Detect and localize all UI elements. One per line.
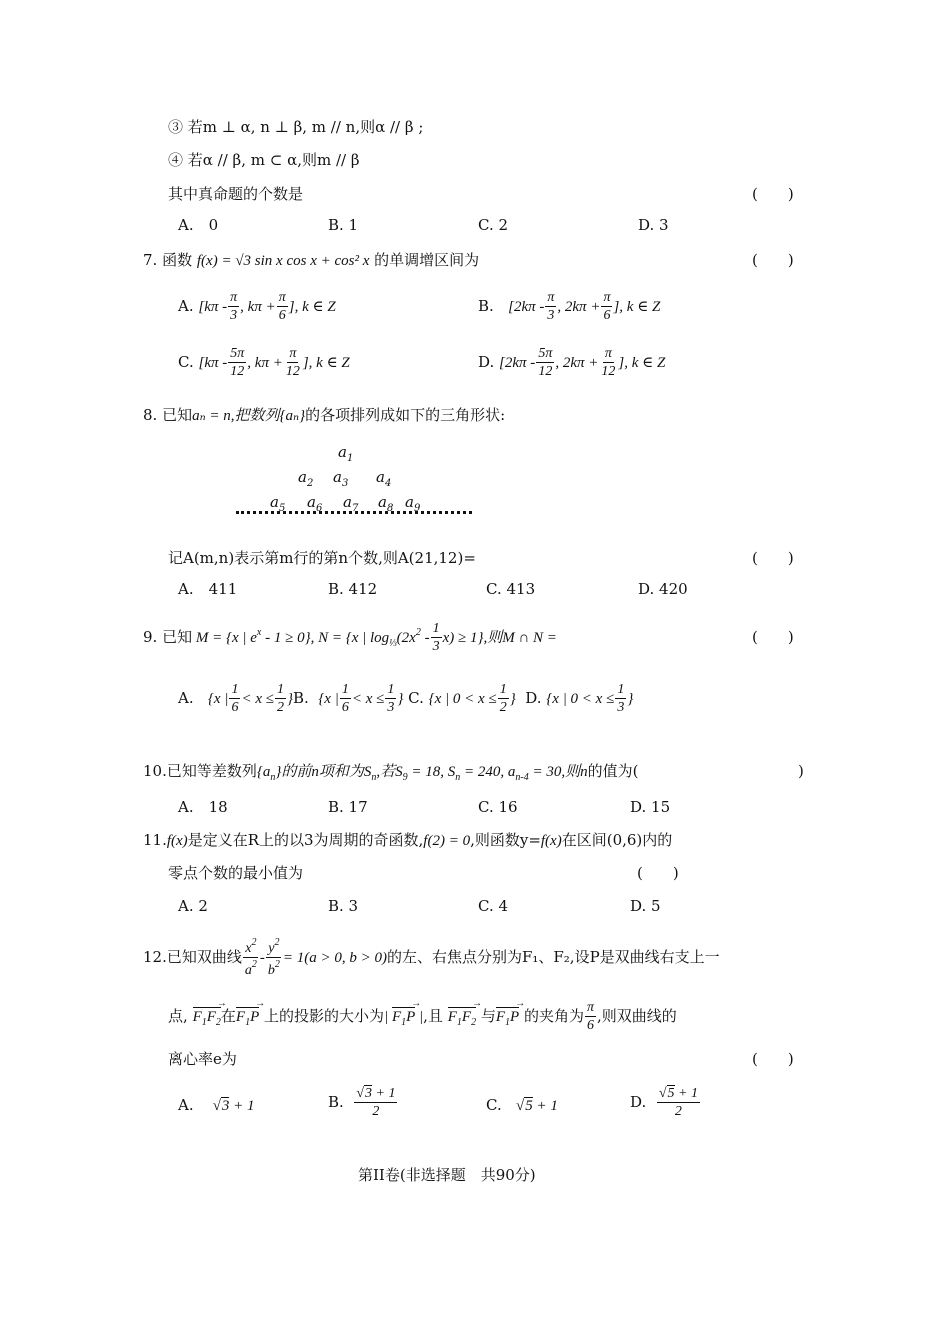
q10-option-c: C. 16: [478, 798, 518, 816]
triangle-a6: $a_6$: [307, 493, 323, 514]
q12-option-c: C. √5 + 1: [486, 1096, 558, 1114]
triangle-a2: $a_2$: [298, 468, 314, 489]
continuation-dots: [236, 511, 472, 514]
q8-stem: 8. 已知aₙ = n,把数列{aₙ}的各项排列成如下的三角形状:: [143, 406, 506, 424]
q11-line-2: 零点个数的最小值为: [168, 864, 304, 882]
answer-paren: ( ): [752, 1050, 794, 1068]
answer-paren: ( ): [752, 549, 794, 567]
answer-paren: ( ): [752, 251, 794, 269]
q11-option-c: C. 4: [478, 897, 509, 915]
q7-stem: 7. 函数 f(x) = √3 sin x cos x + cos² x 的单调增区间为: [143, 251, 480, 269]
q6-option-d: D. 3: [638, 216, 669, 234]
q10-option-b: B. 17: [328, 798, 368, 816]
triangle-a5: $a_5$: [270, 493, 286, 514]
q11-option-d: D. 5: [630, 897, 661, 915]
q8-option-a: A. 411: [178, 580, 238, 598]
q9-stem: 9. 已知 M = {x | $e^x - 1 \ge 0$}, N = {x | $\log_{\frac{1}{3}}(2x^2$ - $\frac{1}{3}$ x) ≥ 1},则M ∩ N =: [143, 621, 557, 655]
answer-paren: ( ): [752, 185, 794, 203]
section-title: 第II卷(非选择题 共90分): [358, 1166, 536, 1184]
triangle-a8: $a_8$: [378, 493, 394, 514]
q10-option-a: A. 18: [178, 798, 228, 816]
q12-stem: 12.已知双曲线 $\frac{x^2}{a^2}$ - $\frac{y^2}{b^2}$ = 1(a > 0, b > 0)的左、右焦点分别为F₁、F₂,设P是双曲线右支上一: [143, 937, 720, 979]
triangle-a9: $a_9$: [405, 493, 421, 514]
q9-options: A. {x | $\frac{1}{6}$ < x ≤ $\frac{1}{2}$ }B. {x | $\frac{1}{6}$ < x ≤ $\frac{1}{3}$ } C. {x | 0 < x ≤ $\frac{1}{2}$ } D. {x | 0 < x ≤ $\frac{1}{3}$ }: [178, 682, 634, 716]
q8-option-c: C. 413: [486, 580, 536, 598]
triangle-a3: $a_3$: [333, 468, 349, 489]
q12-option-d: D. $\frac{√5 + 1}{2}$: [630, 1086, 698, 1120]
triangle-a7: $a_7$: [343, 493, 359, 514]
answer-paren: ( ): [752, 628, 794, 646]
q7-option-d: D. [2kπ - $\frac{5\pi}{12}$ , 2kπ + $\frac{\pi}{12}$ ], k ∈ Z: [478, 346, 666, 380]
q12-option-b: B. $\frac{√3 + 1}{2}$: [328, 1086, 396, 1120]
q11-option-a: A. 2: [178, 897, 208, 915]
q6-option-a: A. 0: [178, 216, 219, 234]
q8-note: 记A(m,n)表示第m行的第n个数,则A(21,12)=: [168, 549, 476, 567]
q11-stem: 11.f(x)是定义在R上的以3为周期的奇函数,f(2) = 0,则函数y=f(x)在区间(0,6)内的: [143, 831, 673, 849]
answer-paren: ( ): [637, 864, 679, 882]
q6-option-b: B. 1: [328, 216, 359, 234]
q12-line-3: 离心率e为: [168, 1050, 237, 1068]
triangle-a1: $a_1$: [338, 443, 354, 464]
answer-paren-close: ): [798, 762, 804, 780]
q8-option-b: B. 412: [328, 580, 378, 598]
statement-3: ③ 若m ⊥ α, n ⊥ β, m // n,则α // β ;: [168, 118, 424, 136]
question-6-prompt: 其中真命题的个数是: [168, 185, 304, 203]
q8-option-d: D. 420: [638, 580, 688, 598]
q7-option-b: B. [2kπ - $\frac{\pi}{3}$ , 2kπ + $\frac{\pi}{6}$ ], k ∈ Z: [478, 290, 661, 324]
q12-line-2: 点, $F_1F_2$ →在$F_1P$ → 上的投影的大小为| $F_1P$ → |,且 $F_1F_2$ → 与$F_1P$ → 的夹角为 $\frac{\pi}{6}$ ,则双曲线的: [168, 1000, 677, 1034]
statement-4: ④ 若α // β, m ⊂ α,则m // β: [168, 151, 360, 169]
triangle-a4: $a_4$: [376, 468, 392, 489]
q7-option-a: A. [kπ - $\frac{\pi}{3}$ , kπ + $\frac{\pi}{6}$ ], k ∈ Z: [178, 290, 336, 324]
q10-stem: 10.已知等差数列$\{a_n\}$的前n项和为$S_n$,若$S_9 = 18$, $S_n = 240$, $a_{n-4} = 30$,则n的值为(: [143, 762, 639, 783]
q10-option-d: D. 15: [630, 798, 671, 816]
q6-option-c: C. 2: [478, 216, 509, 234]
q11-option-b: B. 3: [328, 897, 359, 915]
q7-option-c: C. [kπ - $\frac{5\pi}{12}$ , kπ + $\frac{\pi}{12}$ ], k ∈ Z: [178, 346, 350, 380]
q12-option-a: A. √3 + 1: [178, 1096, 255, 1114]
